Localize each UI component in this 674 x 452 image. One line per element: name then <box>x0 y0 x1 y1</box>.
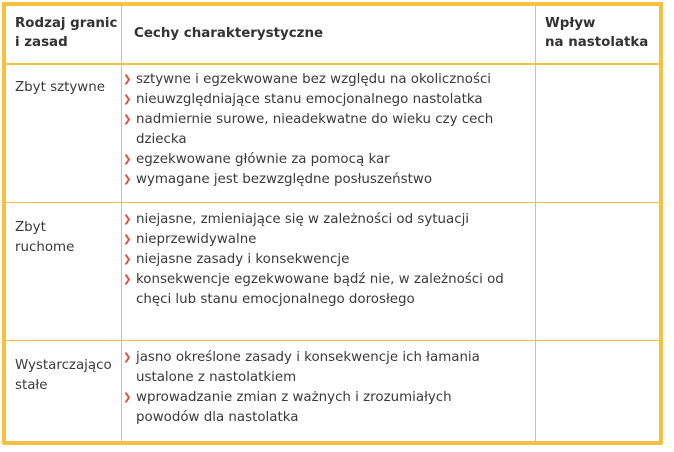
list-item: ❯ egzekwowane głównie za pomocą kar <box>123 150 531 170</box>
arrow-bullet-icon: ❯ <box>123 392 132 403</box>
arrow-bullet-icon: ❯ <box>123 274 132 285</box>
row-divider-2 <box>6 340 659 341</box>
list-item: ❯ niejasne, zmieniające się w zależności od sytuacji <box>123 210 531 230</box>
header-divider <box>6 63 659 65</box>
list-item: ❯ sztywne i egzekwowane bez względu na okoliczności <box>123 70 531 90</box>
arrow-bullet-icon: ❯ <box>123 174 132 185</box>
list-item: ❯ wprowadzanie zmian z ważnych i zrozumiałych powodów dla nastolatka <box>123 390 452 425</box>
arrow-bullet-icon: ❯ <box>123 214 132 225</box>
row-type-rigid: Zbyt sztywne <box>15 80 105 95</box>
arrow-bullet-icon: ❯ <box>123 74 132 85</box>
arrow-bullet-icon: ❯ <box>123 234 132 245</box>
row-features-shifting <box>123 210 531 310</box>
row-features-rigid <box>123 70 531 190</box>
list-item: ❯ nieprzewidywalne <box>123 230 531 250</box>
header-type: Rodzaj granic i zasad <box>15 16 118 50</box>
list-item: ❯ nieuwzględniające stanu emocjonalnego nastolatka <box>123 90 531 110</box>
row-type-shifting: Zbyt ruchome <box>15 220 75 255</box>
arrow-bullet-icon: ❯ <box>123 154 132 165</box>
arrow-bullet-icon: ❯ <box>123 352 132 363</box>
list-item: ❯ nadmiernie surowe, nieadekwatne do wieku czy cech dziecka <box>123 112 494 147</box>
list-item: ❯ niejasne zasady i konsekwencje <box>123 250 531 270</box>
column-divider-1 <box>121 6 122 441</box>
row-features-stable <box>123 348 531 428</box>
arrow-bullet-icon: ❯ <box>123 94 132 105</box>
row-divider-1 <box>6 202 659 203</box>
arrow-bullet-icon: ❯ <box>123 114 132 125</box>
list-item: ❯ jasno określone zasady i konsekwencje ich łamania ustalone z nastolatkiem <box>123 350 480 385</box>
column-divider-2 <box>535 6 536 441</box>
arrow-bullet-icon: ❯ <box>123 254 132 265</box>
header-features: Cechy charakterystyczne <box>134 26 324 41</box>
header-impact: Wpływ na nastolatka <box>545 16 649 50</box>
row-type-stable: Wystarczająco stałe <box>15 358 112 393</box>
list-item: ❯ konsekwencje egzekwowane bądź nie, w zależności od chęci lub stanu emocjonalnego dorosłego <box>123 272 504 307</box>
list-item: ❯ wymagane jest bezwzględne posłuszeństwo <box>123 170 531 190</box>
